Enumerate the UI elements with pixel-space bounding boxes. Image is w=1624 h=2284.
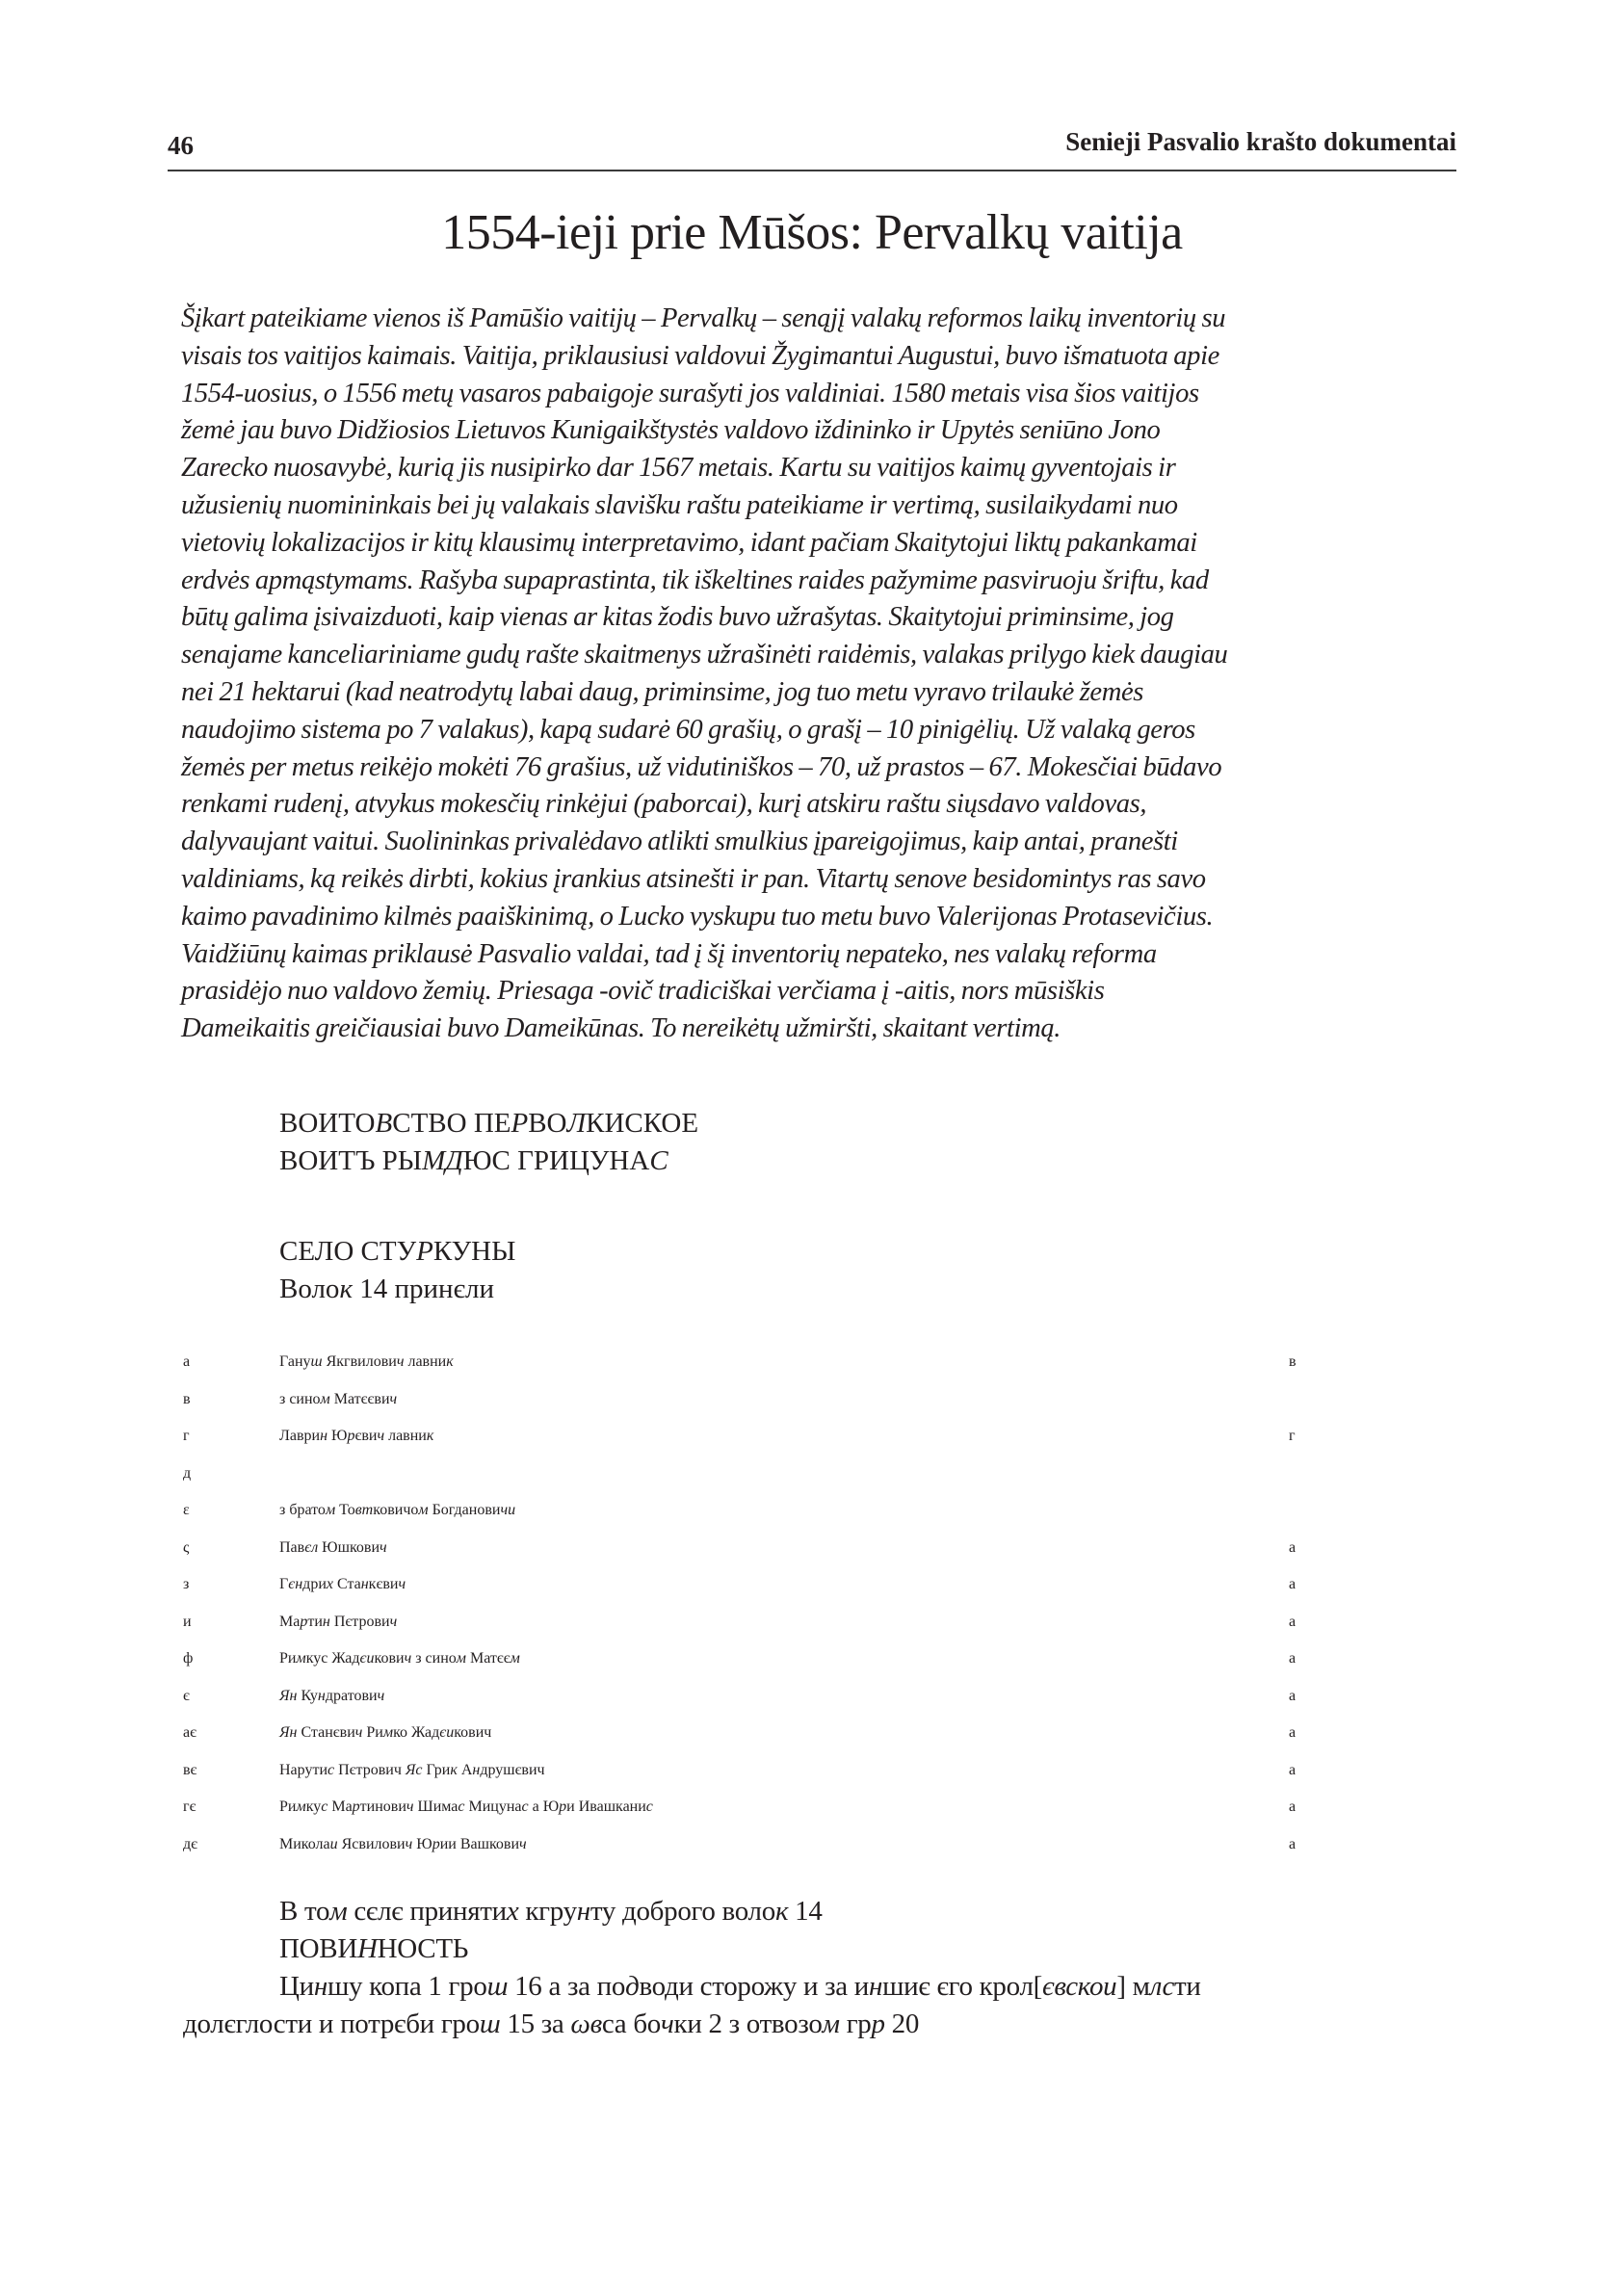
peasant-roster — [183, 1344, 1474, 1863]
household-number: г — [183, 1428, 190, 1444]
text-segment: Микола — [279, 1835, 330, 1852]
superscript-letter: н — [289, 1687, 298, 1704]
text-segment: Мицуна — [464, 1798, 522, 1815]
superscript-letter: ш — [486, 1971, 509, 2002]
superscript-letter: н — [289, 1724, 298, 1741]
household-names — [279, 1344, 454, 1381]
household-number: вє — [183, 1761, 197, 1778]
superscript-letter: к — [774, 1896, 789, 1927]
roster-row — [183, 1418, 1474, 1456]
superscript-letter: н — [576, 1896, 590, 1927]
superscript-letter: ч — [377, 1687, 385, 1704]
household-names — [279, 1530, 387, 1567]
superscript-letter: ч — [389, 1390, 398, 1407]
roster-row — [183, 1530, 1474, 1567]
superscript-letter: с — [327, 1761, 335, 1778]
superscript-letter: С — [649, 1145, 668, 1176]
text-segment: са бо — [601, 2008, 661, 2039]
text-segment: Ку — [297, 1687, 318, 1704]
superscript-letter: Л — [566, 1108, 587, 1139]
intro-line: būtų galima įsivaizduoti, kaip vienas ar kitas žodis buvo užrašytas. Skaitytojui priminsime, jog — [181, 602, 1174, 633]
household-number: ає — [183, 1724, 196, 1741]
superscript-letter: к — [339, 1273, 354, 1304]
roster-row — [183, 1604, 1474, 1641]
superscript-letter: д — [625, 1971, 640, 2002]
superscript-letter: ч — [380, 1538, 387, 1556]
superscript-letter: Я — [279, 1724, 290, 1741]
household-names — [279, 1381, 397, 1419]
intro-line: naudojimo sistema po 7 valakus), kapą sudarė 60 grašių, o grašį – 10 pinigėlių. Už valaką geros — [181, 714, 1195, 745]
text-segment: Богданови — [428, 1502, 501, 1518]
text-segment: Стан — [297, 1724, 333, 1741]
land-total-line — [279, 1893, 823, 1930]
household-number: и — [183, 1613, 192, 1630]
obligations-heading — [279, 1930, 468, 1967]
superscript-letter: х — [326, 1576, 333, 1592]
superscript-letter: ч — [406, 1798, 414, 1815]
running-header — [168, 127, 1456, 171]
superscript-letter: н — [322, 1613, 330, 1630]
superscript-letter: м — [418, 1502, 429, 1518]
superscript-letter: ч — [377, 1428, 385, 1444]
intro-line: renkami rudenį, atvykus mokesčių rinkėjui (paborcai), kurį atskiru raštu siųsdavo valdovas, — [181, 789, 1147, 820]
heading-text: СТВО ПЕ — [392, 1108, 511, 1139]
text-segment: Нарути — [279, 1761, 327, 1778]
superscript-letter: ш — [310, 1353, 323, 1370]
text-segment: друшєвич — [480, 1761, 545, 1778]
text-segment: 15 за — [500, 2008, 571, 2039]
text-segment: Ци — [279, 1971, 314, 2002]
superscript-letter: ωв — [570, 2008, 602, 2039]
intro-line: Vaidžiūnų kaimas priklausė Pasvalio valdai, tad į šį inventorių nepateko, nes valakų reforma — [181, 938, 1157, 969]
text-segment: ч — [393, 1761, 402, 1778]
text-segment: а Ю — [528, 1798, 560, 1815]
roster-row — [183, 1381, 1474, 1419]
text-segment: лавни — [404, 1353, 447, 1370]
intro-paragraph — [181, 301, 1477, 1048]
voloks-count: а — [1289, 1724, 1297, 1741]
voloks-count: в — [1289, 1353, 1297, 1370]
superscript-letter: МД — [422, 1145, 463, 1176]
household-number: ф — [183, 1650, 194, 1667]
roster-row — [183, 1456, 1474, 1493]
intro-line: Šįkart pateikiame vienos iš Pamūšio vaitijų – Pervalkų – senąjį valakų reformos laikų inventorių su — [181, 303, 1226, 333]
text-segment: 16 а за по — [508, 1971, 626, 2002]
superscript-letter: єл — [304, 1538, 319, 1556]
village-heading — [279, 1233, 515, 1270]
text-segment: ви — [339, 1724, 355, 1741]
superscript-letter: м — [382, 1724, 394, 1741]
superscript-letter: єн — [288, 1576, 303, 1592]
text-segment: [ — [1033, 1971, 1042, 2002]
heading-text: ЮС — [462, 1145, 511, 1176]
superscript-letter: м — [822, 2008, 840, 2039]
superscript-letter: н — [360, 1576, 369, 1592]
text-segment: ии Вашкови — [439, 1835, 520, 1852]
text-segment: Ри — [279, 1650, 297, 1667]
text-segment: Ма — [327, 1798, 353, 1815]
intro-line: žemės per metus reikėjo mokėti 76 grašius, už vidutiniškos – 70, už prastos – 67. Mokesčiai būdavo — [181, 751, 1222, 782]
text-segment: Гану — [279, 1353, 311, 1370]
intro-line: vietovių lokalizacijos ir kitų klausimų interpretavimo, idant pačiam Skaitytojui liktų pakankamai — [181, 527, 1197, 558]
superscript-letter: с — [521, 1798, 529, 1815]
household-number: є — [183, 1687, 190, 1704]
text-segment: долєглости и потрєби гро — [183, 2008, 480, 2039]
text-segment: Г — [279, 1576, 289, 1592]
household-names — [279, 1604, 397, 1641]
household-names — [279, 1492, 515, 1530]
superscript-letter: р — [300, 1613, 308, 1630]
text-segment: шу копа 1 гро — [327, 1971, 487, 2002]
tax-line — [279, 1968, 1201, 2005]
text-segment: Ю — [327, 1428, 348, 1444]
text-segment: м — [1125, 1971, 1150, 2002]
text-segment: Шима — [413, 1798, 458, 1815]
superscript-letter: лс — [1149, 1971, 1175, 2002]
superscript-letter: р — [352, 1798, 360, 1815]
roster-row — [183, 1789, 1474, 1826]
superscript-letter: х — [506, 1896, 519, 1927]
intro-line: nei 21 hektarui (kad neatrodytų labai daug, priminsime, jog tuo metu vyravo trilaukė žemės — [181, 676, 1143, 707]
household-number: дє — [183, 1835, 198, 1852]
page-number: 46 — [168, 131, 194, 160]
household-number: в — [183, 1390, 191, 1407]
text-segment: є — [332, 1724, 340, 1741]
superscript-letter: н — [313, 1971, 327, 2002]
superscript-letter: н — [472, 1761, 481, 1778]
text-segment: ко Жад — [393, 1724, 440, 1741]
roster-row — [183, 1752, 1474, 1790]
roster-row — [183, 1641, 1474, 1678]
superscript-letter: В — [375, 1108, 393, 1139]
household-number: з — [183, 1576, 190, 1592]
voloks-count: а — [1289, 1613, 1297, 1630]
superscript-letter: р — [559, 1798, 567, 1815]
superscript-letter: с — [458, 1798, 465, 1815]
text-segment: Якгвилови — [322, 1353, 397, 1370]
text-segment: ти — [307, 1613, 323, 1630]
superscript-letter: ч — [389, 1613, 398, 1630]
superscript-letter: к — [446, 1353, 454, 1370]
superscript-letter: Я — [401, 1761, 416, 1778]
voloks-count: а — [1289, 1576, 1297, 1592]
voloks-count: а — [1289, 1687, 1297, 1704]
superscript-letter: вт — [354, 1502, 374, 1518]
text-segment: Гри — [422, 1761, 451, 1778]
text-segment: Ю — [412, 1835, 432, 1852]
text-segment: сєлє приняти — [347, 1896, 507, 1927]
intro-line: kaimo pavadinimo kilmės paaiškinimą, o Lucko vyskupu tuo metu buvo Valerijonas Protasevičius. — [181, 901, 1214, 932]
voloks-text: 14 принєли — [353, 1273, 495, 1304]
voloks-count: а — [1289, 1761, 1297, 1778]
text-segment: ки 2 з отвозо — [673, 2008, 823, 2039]
vaitija-heading — [279, 1105, 698, 1142]
text-segment: То — [335, 1502, 355, 1518]
superscript-letter: к — [450, 1761, 458, 1778]
roster-row — [183, 1678, 1474, 1716]
heading-text: ВО — [528, 1108, 567, 1139]
text-segment: кєви — [368, 1576, 399, 1592]
text-segment: з брато — [279, 1502, 326, 1518]
superscript-letter: р — [871, 2008, 885, 2039]
text-segment: А — [457, 1761, 473, 1778]
intro-line: užusienių nuomininkais bei jų valakais slavišku raštu pateikiame ir vertimą, susilaikydami nuo — [181, 489, 1178, 520]
household-names — [279, 1826, 527, 1864]
text-segment: Матєєви — [329, 1390, 390, 1407]
heading-text: ВОИТЪ РЫ — [279, 1145, 423, 1176]
text-segment: ту доброго воло — [589, 1896, 775, 1927]
article-title: 1554-ieji prie Mūšos: Pervalkų vaitija — [441, 205, 1183, 260]
text-segment: 20 — [884, 2008, 920, 2039]
voloks-count: а — [1289, 1798, 1297, 1815]
superscript-letter: ч — [404, 1650, 412, 1667]
text-segment: и Ивашкани — [566, 1798, 646, 1815]
text-segment: Ри — [362, 1724, 383, 1741]
superscript-letter: ч — [405, 1835, 413, 1852]
superscript-letter: чи — [500, 1502, 516, 1518]
superscript-letter: ч — [660, 2008, 674, 2039]
voloks-line — [279, 1271, 494, 1307]
superscript-letter: с — [321, 1798, 328, 1815]
superscript-letter: с — [415, 1761, 423, 1778]
superscript-letter: и — [329, 1835, 338, 1852]
superscript-letter: Р — [416, 1236, 433, 1267]
heading-text: СЕЛО СТУ — [279, 1236, 417, 1267]
text-segment: кович — [454, 1724, 492, 1741]
superscript-letter: євскои — [1041, 1971, 1117, 2002]
intro-line: visais tos vaitijos kaimais. Vaitija, priklausiusi valdovui Žygimantui Augustui, buvo išmatuota apie — [181, 340, 1219, 371]
voloks-count: а — [1289, 1835, 1297, 1852]
text-segment: тинови — [359, 1798, 406, 1815]
text-segment: єви — [354, 1428, 378, 1444]
superscript-letter: м — [456, 1650, 466, 1667]
heading-text: КИСКОЕ — [586, 1108, 699, 1139]
running-title: Senieji Pasvalio krašto dokumentai — [1065, 127, 1456, 156]
superscript-letter: м — [510, 1650, 520, 1667]
superscript-letter: р — [432, 1835, 440, 1852]
intro-line: Dameikaitis greičiausiai buvo Dameikūnas. To nereikėtų užmiršti, skaitant vertimą. — [181, 1013, 1061, 1044]
household-names — [279, 1418, 433, 1456]
text-segment: Жад — [327, 1650, 360, 1667]
text-segment: з сино — [411, 1650, 457, 1667]
household-number: а — [183, 1353, 191, 1370]
superscript-letter: Я — [279, 1687, 290, 1704]
household-names — [279, 1752, 545, 1790]
roster-row — [183, 1566, 1474, 1604]
superscript-letter: м — [325, 1502, 336, 1518]
household-names — [279, 1789, 653, 1826]
superscript-letter: єи — [439, 1724, 455, 1741]
roster-row — [183, 1492, 1474, 1530]
text-segment: кгру — [518, 1896, 577, 1927]
household-names — [279, 1566, 406, 1604]
superscript-letter: Р — [511, 1108, 529, 1139]
superscript-letter: м — [296, 1798, 306, 1815]
roster-row — [183, 1344, 1474, 1381]
text-segment: ку — [305, 1798, 322, 1815]
voit-heading — [279, 1142, 668, 1179]
text-segment: ] — [1116, 1971, 1126, 2002]
voloks-count: а — [1289, 1650, 1297, 1667]
text-segment: Ма — [279, 1613, 301, 1630]
tax-line-continued — [183, 2006, 919, 2042]
superscript-letter: єи — [359, 1650, 375, 1667]
text-segment: В то — [279, 1896, 330, 1927]
superscript-letter: с — [645, 1798, 653, 1815]
text-segment: кови — [374, 1650, 405, 1667]
text-segment: ти — [1174, 1971, 1201, 2002]
superscript-letter: ч — [354, 1724, 363, 1741]
text-segment: Ясвилови — [337, 1835, 406, 1852]
text-segment: води сторожу и за и — [639, 1971, 870, 2002]
text-segment: дри — [302, 1576, 327, 1592]
text-segment: з сино — [279, 1390, 321, 1407]
household-number: ς — [183, 1538, 190, 1556]
household-names — [279, 1715, 491, 1752]
intro-line: senajame kanceliariniame gudų rašte skaitmenys užrašinėti raidėmis, valakas prilygo kiek daugiau — [181, 640, 1228, 670]
text-segment: Юшкови — [318, 1538, 380, 1556]
text-segment: Пєтрови — [334, 1761, 394, 1778]
intro-line: 1554-uosius, o 1556 metų vasaros pabaigoje surašyti jos valdiniai. 1580 metais visa šios vaitijos — [181, 378, 1199, 408]
roster-row — [183, 1826, 1474, 1864]
text-segment: дратови — [325, 1687, 378, 1704]
text-segment: Ри — [279, 1798, 297, 1815]
heading-text: КУНЫ — [432, 1236, 516, 1267]
intro-line: Zarecko nuosavybė, kurią jis nusipirko dar 1567 metais. Kartu su vaitijos kaimų gyventojais ir — [181, 453, 1176, 484]
superscript-letter: ч — [398, 1576, 406, 1592]
text-segment: Пєтрови — [329, 1613, 390, 1630]
superscript-letter: н — [869, 1971, 883, 2002]
household-number: гє — [183, 1798, 196, 1815]
intro-line: erdvės apmąstymams. Rašyba supaprastinta, tik iškeltines raides pažymime pasviruoju šriftu, kad — [181, 564, 1209, 595]
intro-line: dalyvaujant vaitui. Suolininkas privalėdavo atlikti smulkius įpareigojimus, kaip antai, pranešti — [181, 827, 1178, 857]
superscript-letter: ч — [396, 1353, 405, 1370]
superscript-letter: н — [320, 1428, 328, 1444]
household-names — [279, 1641, 520, 1678]
voloks-text: Воло — [279, 1273, 340, 1304]
superscript-letter: Н — [356, 1933, 378, 1964]
text-segment: Матєє — [466, 1650, 511, 1667]
superscript-letter: ш — [479, 2008, 501, 2039]
household-names — [279, 1678, 384, 1716]
superscript-letter: ч — [519, 1835, 527, 1852]
text-segment: НОСТЬ — [377, 1933, 469, 1964]
household-number: ε — [183, 1502, 190, 1518]
superscript-letter: р — [347, 1428, 355, 1444]
superscript-letter: м — [320, 1390, 330, 1407]
text-segment: Ста — [332, 1576, 361, 1592]
intro-line: valdiniams, ką reikės dirbti, kokius įrankius atsinešti ir pan. Vitartų senove besidomintys ras savo — [181, 863, 1206, 894]
superscript-letter: н — [317, 1687, 326, 1704]
text-segment: Пав — [279, 1538, 305, 1556]
text-segment: куc — [305, 1650, 328, 1667]
voloks-count: г — [1289, 1428, 1296, 1444]
text-segment: гр — [839, 2008, 872, 2039]
voloks-count: а — [1289, 1538, 1297, 1556]
roster-row — [183, 1715, 1474, 1752]
intro-line: žemė jau buvo Didžiosios Lietuvos Kunigaikštystės valdovo iždininko ir Upytės seniūno Jono — [181, 415, 1161, 446]
heading-text: ГРИЦУНА — [510, 1145, 650, 1176]
text-segment: ПОВИ — [279, 1933, 357, 1964]
text-segment: 14 — [788, 1896, 823, 1927]
household-number: д — [183, 1464, 192, 1482]
superscript-letter: м — [296, 1650, 306, 1667]
text-segment: ковичо — [373, 1502, 419, 1518]
text-segment: Лаври — [279, 1428, 321, 1444]
intro-line: prasidėjo nuo valdovo žemių. Priesaga -ovič tradiciškai verčiama į -aitis, nors mūsiškis — [181, 976, 1105, 1007]
superscript-letter: м — [329, 1896, 348, 1927]
superscript-letter: к — [426, 1428, 434, 1444]
heading-text: ВОИТО — [279, 1108, 376, 1139]
text-segment: лавни — [384, 1428, 427, 1444]
text-segment: шиє єго крол — [882, 1971, 1034, 2002]
